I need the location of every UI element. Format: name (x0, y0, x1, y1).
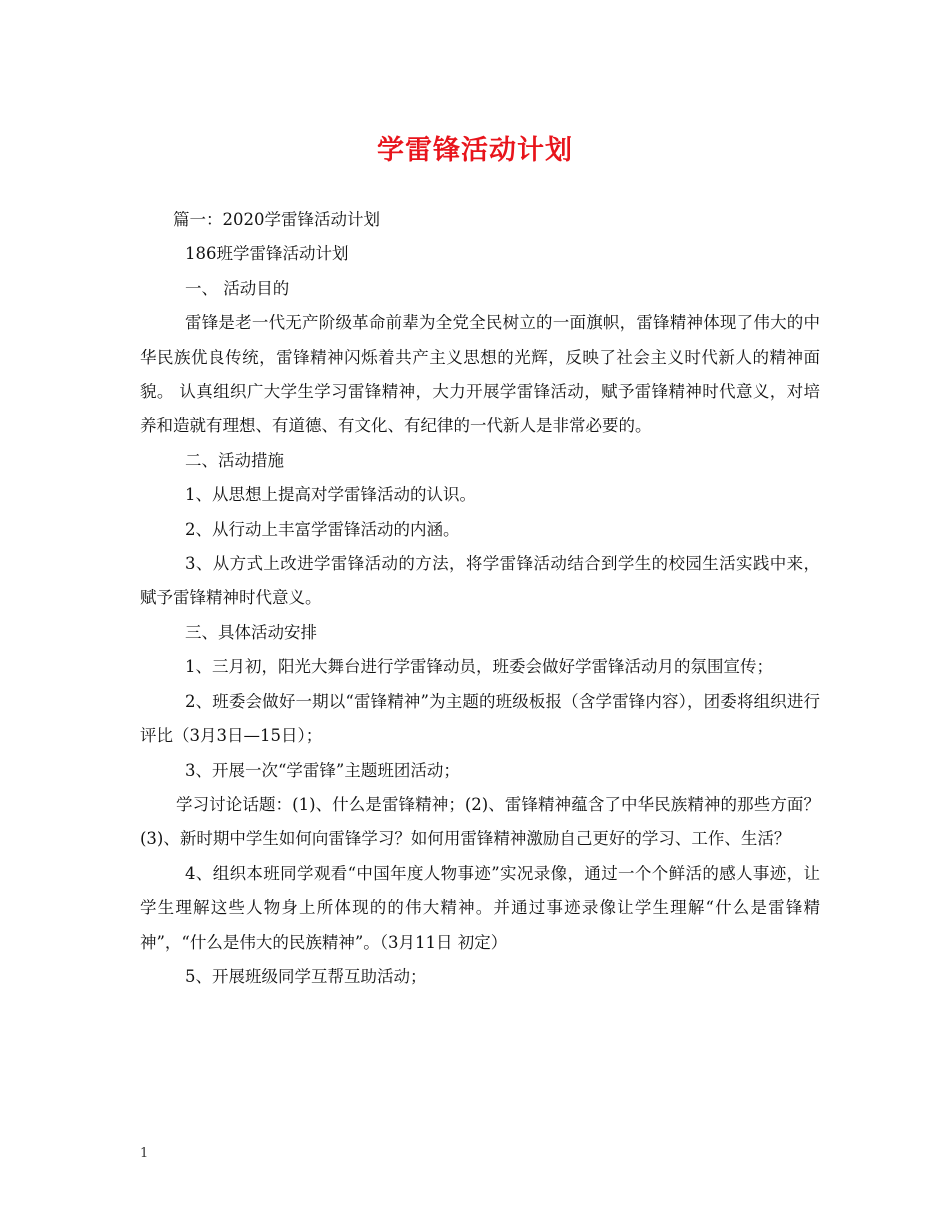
arrangement-item: 1、三月初，阳光大舞台进行学雷锋动员，班委会做好学雷锋活动月的氛围宣传； (185, 657, 773, 677)
page-number: 1 (140, 1146, 149, 1161)
document-body (140, 203, 820, 994)
arrangement-item: 4、组织本班同学观看“中国年度人物事迹”实况录像，通过一个个鲜活的感人事迹，让学生理解这些人物身上所体现的的伟大精神。并通过事迹录像让学生理解“什么是雷锋精神”，“什么是伟大的民族精神”。（3月11日 初定） (140, 863, 820, 952)
arrangement-item: 5、开展班级同学互帮互助活动； (185, 966, 427, 986)
document-title: 学雷锋活动计划 (377, 135, 573, 166)
discussion-topics: 学习讨论话题：(1)、什么是雷锋精神；(2)、雷锋精神蕴含了中华民族精神的那些方面？(3)、新时期中学生如何向雷锋学习？如何用雷锋精神激励自己更好的学习、工作、生活？ (140, 794, 820, 849)
subtitle: 186班学雷锋活动计划 (185, 244, 349, 264)
paragraph-purpose: 雷锋是老一代无产阶级革命前辈为全党全民树立的一面旗帜，雷锋精神体现了伟大的中华民族优良传统，雷锋精神闪烁着共产主义思想的光辉，反映了社会主义时代新人的精神面貌。 认真组织广大学生学习雷锋精神，大力开展学雷锋活动，赋予雷锋精神时代意义，对培养和造就有理想、有道德、有文化、有纪律的一代新人是非常必要的。 (140, 313, 820, 436)
arrangement-item: 3、开展一次“学雷锋”主题班团活动； (185, 760, 460, 780)
heading-measures: 二、活动措施 (185, 450, 284, 470)
heading-arrangement: 三、具体活动安排 (185, 622, 317, 642)
arrangement-item: 2、班委会做好一期以“雷锋精神”为主题的班级板报（含学雷锋内容），团委将组织进行评比（3月3日—15日）； (140, 691, 820, 746)
measure-item: 3、从方式上改进学雷锋活动的方法，将学雷锋活动结合到学生的校园生活实践中来，赋予雷锋精神时代意义。 (140, 554, 820, 608)
measure-item: 2、从行动上丰富学雷锋活动的内涵。 (185, 519, 460, 539)
heading-purpose: 一、 活动目的 (185, 278, 290, 298)
measure-item: 1、从思想上提高对学雷锋活动的认识。 (185, 485, 476, 505)
section-heading: 篇一：2020学雷锋活动计划 (173, 210, 380, 229)
